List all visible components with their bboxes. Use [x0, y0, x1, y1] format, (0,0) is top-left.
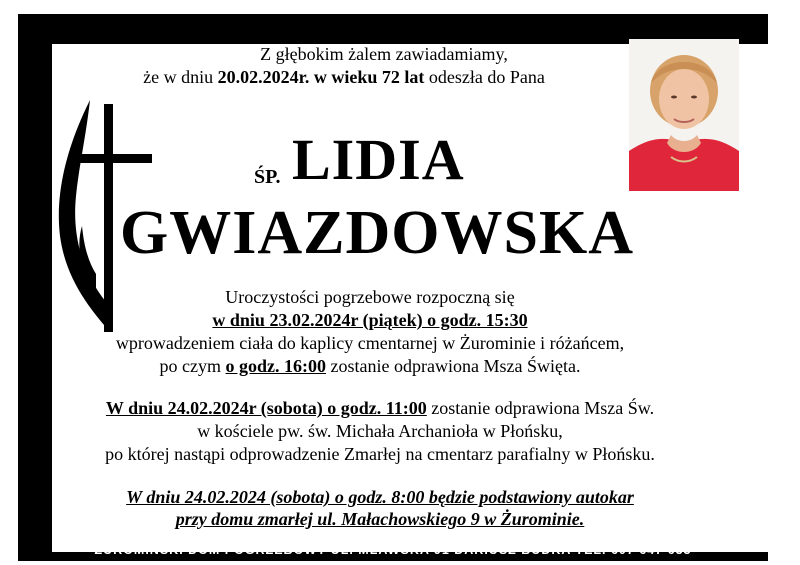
deceased-prefix: ŚP. [254, 166, 281, 188]
intro-line-1: Z głębokim żalem zawiadamiamy, [260, 44, 508, 64]
portrait-photo [629, 39, 739, 191]
mass-date: W dniu 24.02.2024r (sobota) o godz. 11:00 [105, 398, 427, 418]
deceased-first-name: LIDIA [292, 127, 465, 192]
ceremony-line-1: Uroczystości pogrzebowe rozpoczną się [225, 287, 515, 307]
ceremony-line-4 [100, 356, 640, 377]
mass-line-1 [60, 398, 700, 419]
bus-line-2: przy domu zmarłej ul. Małachowskiego 9 w Żurominie. [175, 509, 585, 529]
deceased-last-name: GWIAZDOWSKA [120, 199, 634, 267]
intro-line-2 [94, 67, 594, 88]
funeral-home-footer: ŻUROMIŃSKI DOM POGRZEBOWY UL. MŁAWSKA 91 DARIUSZ BUDKA TEL. 607 647 633 [94, 543, 692, 557]
mass-line-2: w kościele pw. św. Michała Archanioła w Płońsku, [197, 421, 563, 441]
ceremony-line-4-prefix: po czym [159, 356, 226, 376]
mass-line-1-suffix: zostanie odprawiona Msza Św. [426, 398, 655, 418]
bus-line-1: W dniu 24.02.2024 (sobota) o godz. 8:00 będzie podstawiony autokar [126, 487, 634, 507]
mass-line-3: po której nastąpi odprowadzenie Zmarłej na cmentarz parafialny w Płońsku. [105, 444, 655, 464]
ceremony-mass-time: o godz. 16:00 [225, 356, 327, 376]
ceremony-date: w dniu 23.02.2024r (piątek) o godz. 15:30 [212, 310, 528, 330]
intro-date-suffix: odeszła do Pana [424, 67, 545, 87]
ceremony-line-4-suffix: zostanie odprawiona Msza Święta. [326, 356, 581, 376]
death-date-age: 20.02.2024r. w wieku 72 lat [217, 67, 425, 87]
intro-date-prefix: że w dniu [143, 67, 218, 87]
ceremony-line-3: wprowadzeniem ciała do kaplicy cmentarnej w Żurominie i różańcem, [115, 333, 625, 353]
